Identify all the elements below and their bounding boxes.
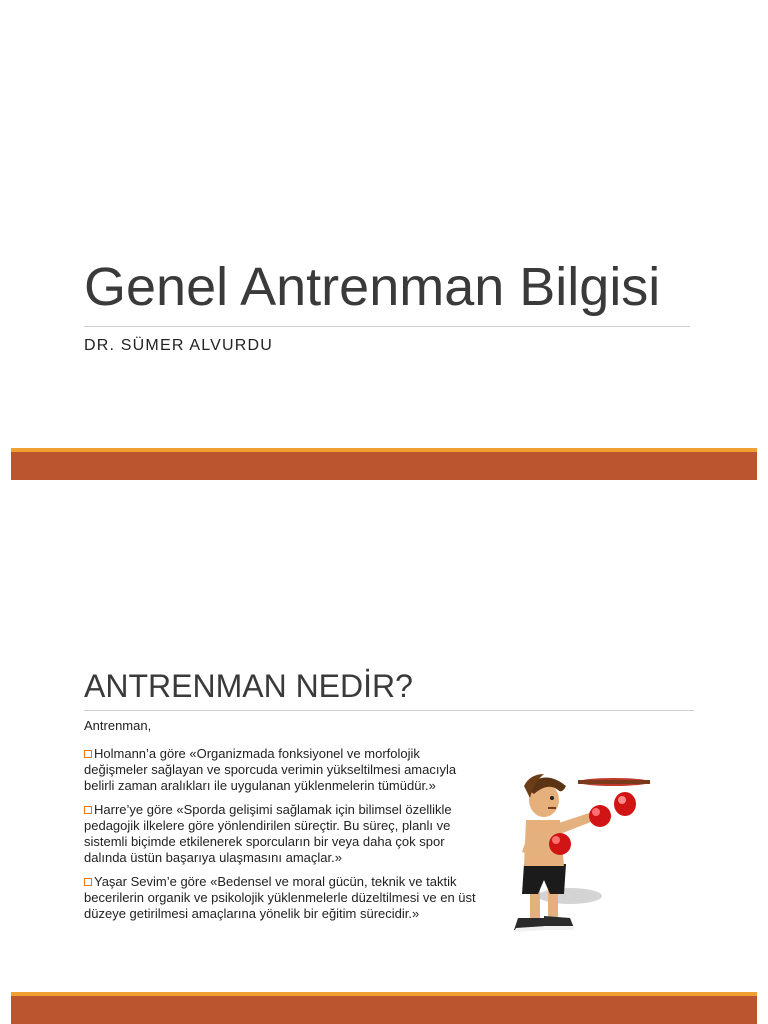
square-bullet-icon	[84, 878, 92, 886]
slide-divider-band	[11, 448, 757, 480]
shadow	[538, 888, 602, 904]
list-item	[78, 802, 478, 866]
definition-list	[78, 746, 478, 930]
list-item	[78, 874, 478, 922]
speed-bag-icon	[614, 792, 636, 816]
list-item	[78, 746, 478, 794]
slide-divider-band	[11, 992, 757, 1024]
square-bullet-icon	[84, 806, 92, 814]
boxing-glove-icon	[549, 833, 571, 855]
band-main-stripe	[11, 452, 757, 480]
square-bullet-icon	[84, 750, 92, 758]
boxing-glove-icon	[589, 805, 611, 827]
intro-text: Antrenman,	[84, 718, 152, 733]
slide-subtitle: DR. SÜMER ALVURDU	[84, 337, 274, 354]
list-item-text: Harre’ye göre «Sporda gelişimi sağlamak için bilimsel özellikle pedagojik ilkelere göre yönlendirilen süreçtir. Bu süreç, planlı ve sistemli biçimde etkilenerek sporcuların bir veya daha çok spor dalında üstün başarıya ulaşmasını amaçlar.»	[84, 802, 452, 865]
list-item-text: Yaşar Sevim’e göre «Bedensel ve moral gücün, teknik ve taktik becerilerin organik ve psikolojik yüklenmelerle düzeltilmesi ve en üst düzeye getirilmesi amaçlarına yönelik bir eğitim sürecidir.»	[84, 874, 476, 921]
section-title-divider	[84, 710, 694, 711]
band-main-stripe	[11, 996, 757, 1024]
list-item-text: Holmann’a göre «Organizmada fonksiyonel ve morfolojik değişmeler sağlayan ve sporcuda verimin yükseltilmesi amacıyla belirli zaman aralıkları ile uygulanan yüklenmelerin tümüdür.»	[84, 746, 457, 793]
slide-title: Genel Antrenman Bilgisi	[84, 257, 661, 317]
boxer-illustration	[500, 768, 660, 948]
section-title: ANTRENMAN NEDİR?	[84, 668, 413, 704]
title-divider	[84, 326, 690, 327]
